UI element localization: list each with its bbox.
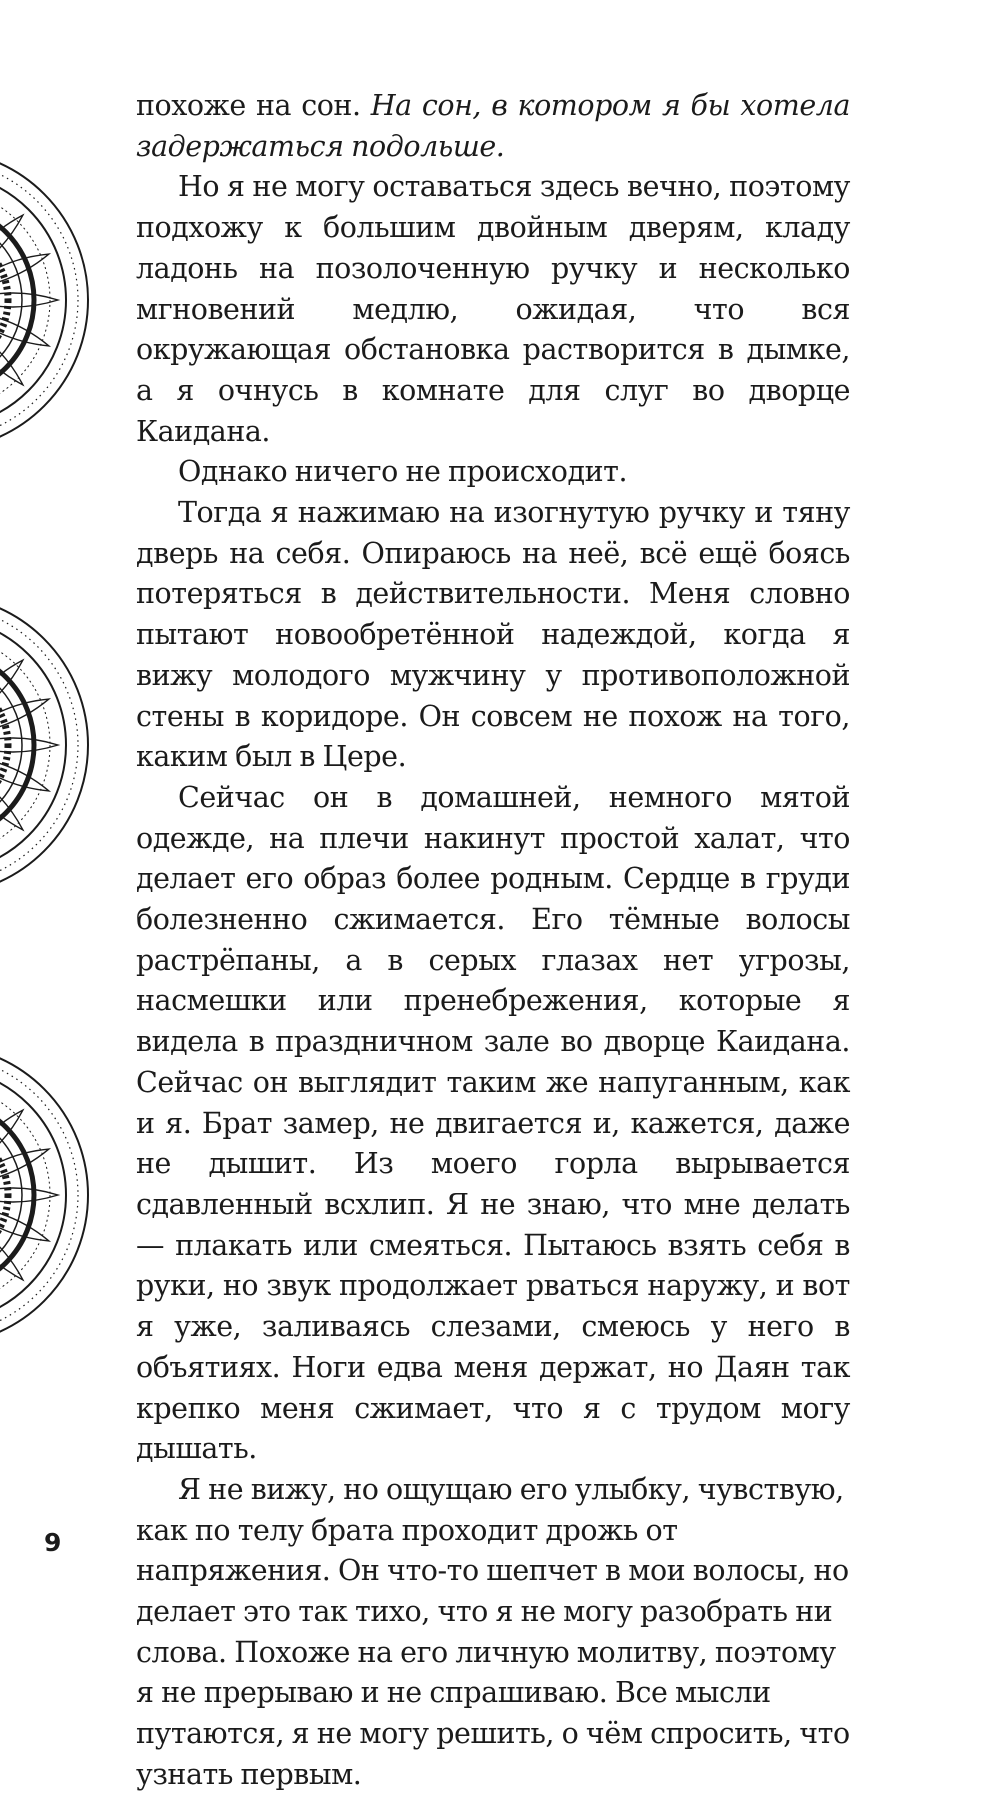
paragraph-6: Я не вижу, но ощущаю его улыбку, чувствую, как по телу брата проходит дрожь от напряжения. Он что-то шепчет в мои волосы, но делает это так тихо, что я не могу разобрать ни слова. Похоже на его личную молитву, поэтому я не прерываю и не спрашиваю. Все мысли путаются, я не могу решить, о чём спросить, что узнать первым. [136, 1472, 850, 1791]
paragraph-1: похоже на сон. На сон, в котором я бы хотела задержаться подольше. [136, 89, 850, 163]
paragraph-5: Сейчас он в домашней, немного мятой одежде, на плечи накинут простой халат, что делает его образ более родным. Сердце в груди болезненно сжимается. Его тёмные волосы растрёпаны, а в серых глазах нет угрозы, насмешки или пренебрежения, которые я видела в праздничном зале во дворце Каидана. Сейчас он выглядит таким же напуганным, как и я. Брат замер, не двигается и, кажется, даже не дышит. Из моего горла вырывается сдавленный всхлип. Я не знаю, что мне делать — плакать или смеяться. Пытаюсь взять себя в руки, но звук продолжает рваться наружу, и вот я уже, заливаясь слезами, смеюсь у него в объятиях. Ноги едва меня держат, но Даян так крепко меня сжимает, что я с трудом могу дышать. [136, 780, 850, 1466]
paragraph-4: Тогда я нажимаю на изогнутую ручку и тяну дверь на себя. Опираюсь на неё, всё ещё боясь потеряться в действительности. Меня словно пытают новообретённой надеждой, когда я вижу молодого мужчину у противоположной стены в коридоре. Он совсем не похож на того, каким был в Цере. [136, 496, 850, 774]
mandala-icon [0, 595, 88, 895]
page-number: 9 [44, 1528, 62, 1557]
mandala-icon [0, 150, 88, 450]
italic-thought: На сон, в котором я бы хотела задержаться подольше. [136, 89, 850, 163]
paragraph-3: Однако ничего не происходит. [178, 455, 628, 489]
mandala-border [0, 0, 110, 1661]
paragraph-2: Но я не могу оставаться здесь вечно, поэтому подхожу к большим двойным дверям, кладу ладонь на позолоченную ручку и несколько мгновений медлю, ожидая, что вся окружающая обстановка растворится в дымке, а я очнусь в комнате для слуг во дворце Каидана. [136, 170, 850, 448]
page-body-text [136, 86, 850, 1796]
mandala-icon [0, 1045, 88, 1345]
